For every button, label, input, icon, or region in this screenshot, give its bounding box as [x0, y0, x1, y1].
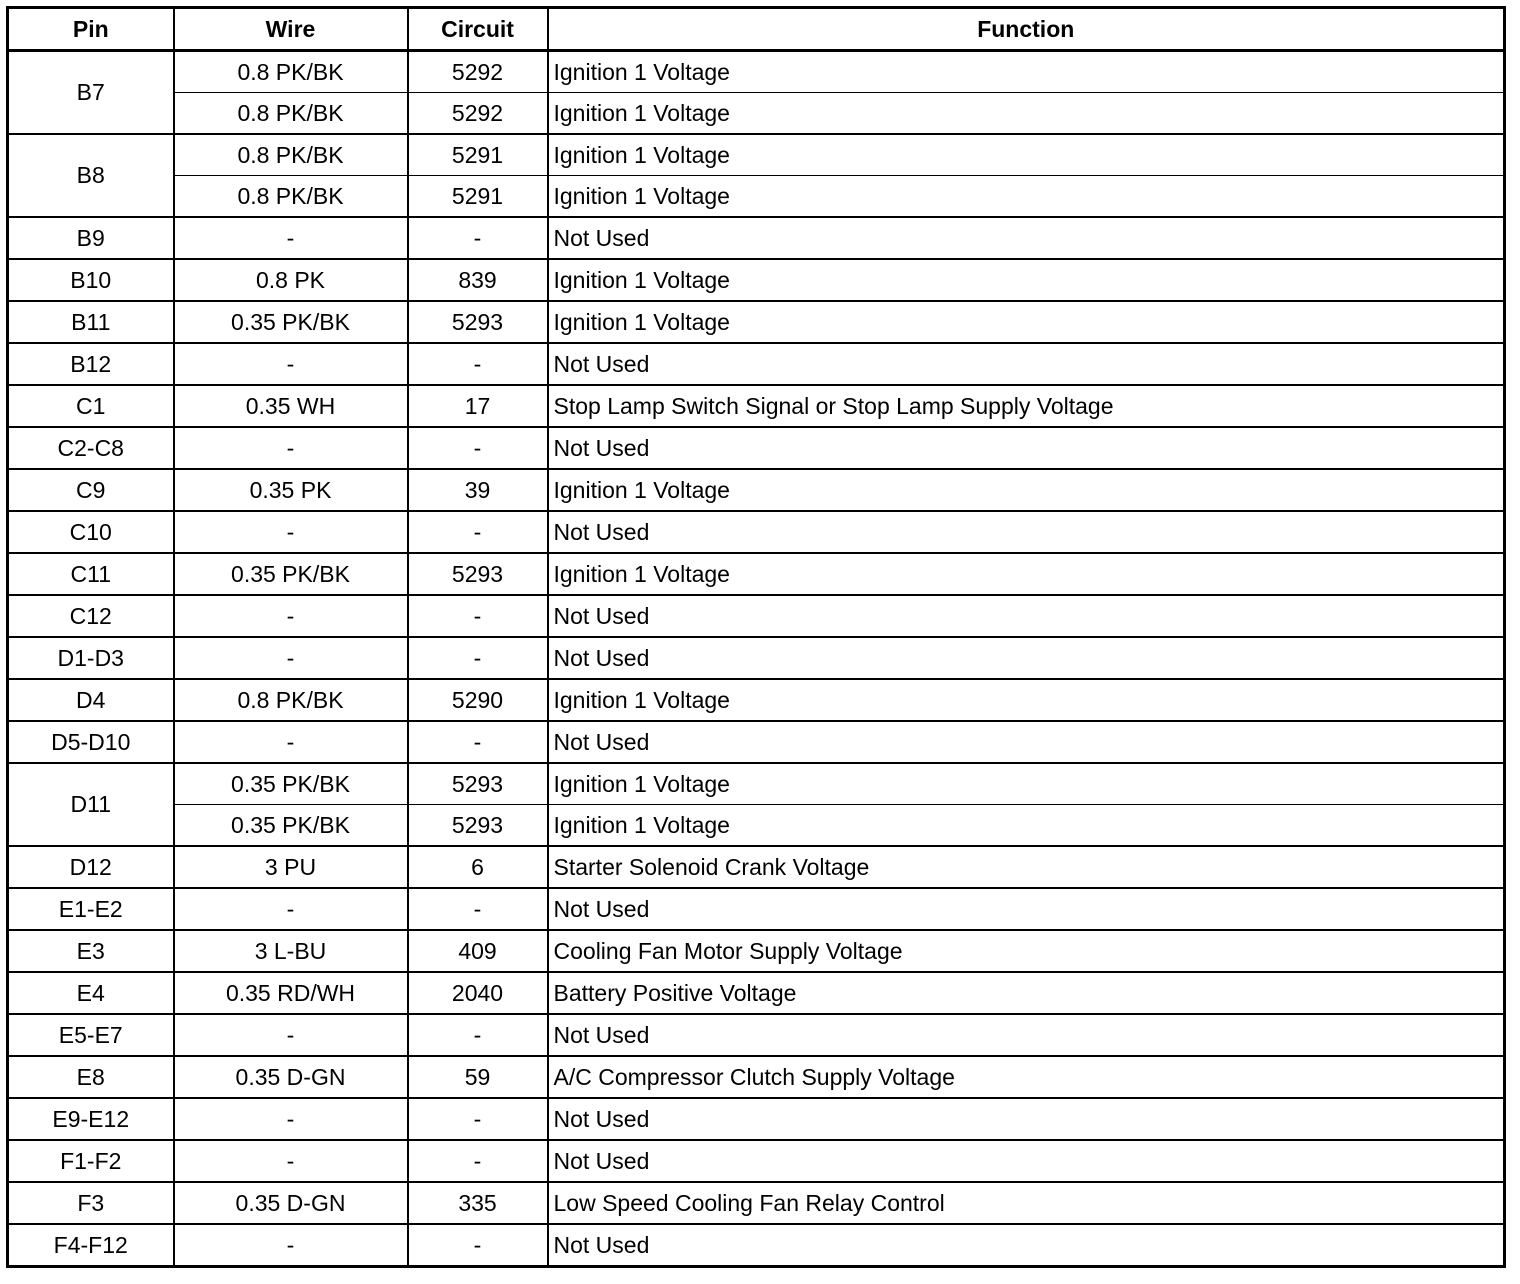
table-row — [8, 93, 1505, 135]
table-row — [8, 972, 1505, 1014]
circuit-cell: - — [408, 1140, 548, 1182]
circuit-cell: 5291 — [408, 176, 548, 218]
table-row — [8, 176, 1505, 218]
table-row — [8, 259, 1505, 301]
function-cell: Ignition 1 Voltage — [548, 51, 1505, 93]
pin-cell: E1-E2 — [8, 888, 174, 930]
wire-cell: - — [174, 343, 408, 385]
function-cell: Ignition 1 Voltage — [548, 805, 1505, 847]
function-cell: Low Speed Cooling Fan Relay Control — [548, 1182, 1505, 1224]
pin-cell: F1-F2 — [8, 1140, 174, 1182]
pin-cell: B10 — [8, 259, 174, 301]
wire-cell: - — [174, 595, 408, 637]
wire-cell: 0.8 PK/BK — [174, 51, 408, 93]
wire-cell: 0.35 PK — [174, 469, 408, 511]
wire-cell: 0.35 PK/BK — [174, 805, 408, 847]
pin-cell: D1-D3 — [8, 637, 174, 679]
table-body — [8, 51, 1505, 1267]
pin-cell: B12 — [8, 343, 174, 385]
circuit-cell: 17 — [408, 385, 548, 427]
wire-cell: 3 PU — [174, 846, 408, 888]
circuit-cell: - — [408, 1224, 548, 1267]
wire-cell: 0.8 PK/BK — [174, 176, 408, 218]
wire-cell: 0.35 D-GN — [174, 1182, 408, 1224]
pin-cell: C2-C8 — [8, 427, 174, 469]
header-wire: Wire — [174, 8, 408, 51]
table-row — [8, 134, 1505, 176]
table-row — [8, 427, 1505, 469]
pin-cell: E8 — [8, 1056, 174, 1098]
pin-cell: E5-E7 — [8, 1014, 174, 1056]
circuit-cell: 5290 — [408, 679, 548, 721]
table-header — [8, 8, 1505, 51]
function-cell: Not Used — [548, 637, 1505, 679]
circuit-cell: - — [408, 427, 548, 469]
table-row — [8, 301, 1505, 343]
function-cell: Ignition 1 Voltage — [548, 763, 1505, 805]
wire-cell: - — [174, 888, 408, 930]
function-cell: Not Used — [548, 1224, 1505, 1267]
table-row — [8, 1182, 1505, 1224]
wire-cell: - — [174, 1098, 408, 1140]
wire-cell: 0.35 WH — [174, 385, 408, 427]
wire-cell: - — [174, 511, 408, 553]
table-row — [8, 721, 1505, 763]
function-cell: Starter Solenoid Crank Voltage — [548, 846, 1505, 888]
table-row — [8, 763, 1505, 805]
function-cell: Ignition 1 Voltage — [548, 469, 1505, 511]
pin-cell: E9-E12 — [8, 1098, 174, 1140]
function-cell: Not Used — [548, 343, 1505, 385]
circuit-cell: 5293 — [408, 763, 548, 805]
circuit-cell: 5292 — [408, 51, 548, 93]
wire-cell: 0.35 PK/BK — [174, 553, 408, 595]
pin-cell: C11 — [8, 553, 174, 595]
circuit-cell: 5293 — [408, 553, 548, 595]
wire-cell: 0.35 PK/BK — [174, 301, 408, 343]
header-function: Function — [548, 8, 1505, 51]
wire-cell: 0.35 D-GN — [174, 1056, 408, 1098]
pin-cell: C9 — [8, 469, 174, 511]
function-cell: Not Used — [548, 888, 1505, 930]
wire-cell: 0.8 PK/BK — [174, 93, 408, 135]
circuit-cell: - — [408, 343, 548, 385]
circuit-cell: - — [408, 217, 548, 259]
circuit-cell: 2040 — [408, 972, 548, 1014]
function-cell: Ignition 1 Voltage — [548, 93, 1505, 135]
circuit-cell: 6 — [408, 846, 548, 888]
wire-cell: - — [174, 1014, 408, 1056]
table-row — [8, 51, 1505, 93]
circuit-cell: - — [408, 721, 548, 763]
table-row — [8, 1014, 1505, 1056]
function-cell: Not Used — [548, 217, 1505, 259]
table-row — [8, 469, 1505, 511]
function-cell: Not Used — [548, 1140, 1505, 1182]
pin-cell: E3 — [8, 930, 174, 972]
pin-cell: C1 — [8, 385, 174, 427]
wire-cell: 3 L-BU — [174, 930, 408, 972]
function-cell: Not Used — [548, 721, 1505, 763]
circuit-cell: - — [408, 637, 548, 679]
wire-cell: - — [174, 637, 408, 679]
circuit-cell: 5292 — [408, 93, 548, 135]
circuit-cell: - — [408, 1014, 548, 1056]
circuit-cell: - — [408, 595, 548, 637]
pin-cell: D5-D10 — [8, 721, 174, 763]
wire-cell: 0.8 PK — [174, 259, 408, 301]
header-pin: Pin — [8, 8, 174, 51]
table-row — [8, 1056, 1505, 1098]
circuit-cell: 335 — [408, 1182, 548, 1224]
table-row — [8, 595, 1505, 637]
pin-cell: C10 — [8, 511, 174, 553]
table-row — [8, 1224, 1505, 1267]
wire-cell: 0.35 PK/BK — [174, 763, 408, 805]
circuit-cell: 839 — [408, 259, 548, 301]
function-cell: Ignition 1 Voltage — [548, 553, 1505, 595]
circuit-cell: 5293 — [408, 301, 548, 343]
pin-cell: B9 — [8, 217, 174, 259]
table-row — [8, 343, 1505, 385]
circuit-cell: - — [408, 1098, 548, 1140]
header-row — [8, 8, 1505, 51]
table-row — [8, 553, 1505, 595]
function-cell: Not Used — [548, 511, 1505, 553]
circuit-cell: 59 — [408, 1056, 548, 1098]
table-row — [8, 930, 1505, 972]
pin-cell: C12 — [8, 595, 174, 637]
table-row — [8, 1140, 1505, 1182]
pin-cell: B7 — [8, 51, 174, 135]
function-cell: Ignition 1 Voltage — [548, 134, 1505, 176]
table-row — [8, 637, 1505, 679]
circuit-cell: 39 — [408, 469, 548, 511]
circuit-cell: - — [408, 888, 548, 930]
connector-pinout-table — [6, 6, 1506, 1268]
circuit-cell: - — [408, 511, 548, 553]
table-row — [8, 385, 1505, 427]
pin-cell: E4 — [8, 972, 174, 1014]
pin-cell: D12 — [8, 846, 174, 888]
table-row — [8, 1098, 1505, 1140]
pin-cell: D11 — [8, 763, 174, 846]
pin-cell: F4-F12 — [8, 1224, 174, 1267]
wire-cell: - — [174, 1224, 408, 1267]
table-row — [8, 217, 1505, 259]
circuit-cell: 5291 — [408, 134, 548, 176]
function-cell: Ignition 1 Voltage — [548, 679, 1505, 721]
function-cell: Not Used — [548, 1014, 1505, 1056]
function-cell: Not Used — [548, 595, 1505, 637]
function-cell: Not Used — [548, 1098, 1505, 1140]
table-row — [8, 846, 1505, 888]
function-cell: Cooling Fan Motor Supply Voltage — [548, 930, 1505, 972]
wire-cell: - — [174, 1140, 408, 1182]
wire-cell: 0.35 RD/WH — [174, 972, 408, 1014]
function-cell: Stop Lamp Switch Signal or Stop Lamp Supply Voltage — [548, 385, 1505, 427]
function-cell: A/C Compressor Clutch Supply Voltage — [548, 1056, 1505, 1098]
wire-cell: 0.8 PK/BK — [174, 134, 408, 176]
wire-cell: - — [174, 427, 408, 469]
pin-cell: D4 — [8, 679, 174, 721]
pin-cell: B11 — [8, 301, 174, 343]
function-cell: Not Used — [548, 427, 1505, 469]
table-row — [8, 888, 1505, 930]
wire-cell: - — [174, 217, 408, 259]
pin-cell: B8 — [8, 134, 174, 217]
wire-cell: - — [174, 721, 408, 763]
wire-cell: 0.8 PK/BK — [174, 679, 408, 721]
function-cell: Battery Positive Voltage — [548, 972, 1505, 1014]
table-row — [8, 679, 1505, 721]
pin-cell: F3 — [8, 1182, 174, 1224]
header-circuit: Circuit — [408, 8, 548, 51]
table-row — [8, 511, 1505, 553]
circuit-cell: 5293 — [408, 805, 548, 847]
function-cell: Ignition 1 Voltage — [548, 301, 1505, 343]
circuit-cell: 409 — [408, 930, 548, 972]
table-row — [8, 805, 1505, 847]
function-cell: Ignition 1 Voltage — [548, 176, 1505, 218]
function-cell: Ignition 1 Voltage — [548, 259, 1505, 301]
